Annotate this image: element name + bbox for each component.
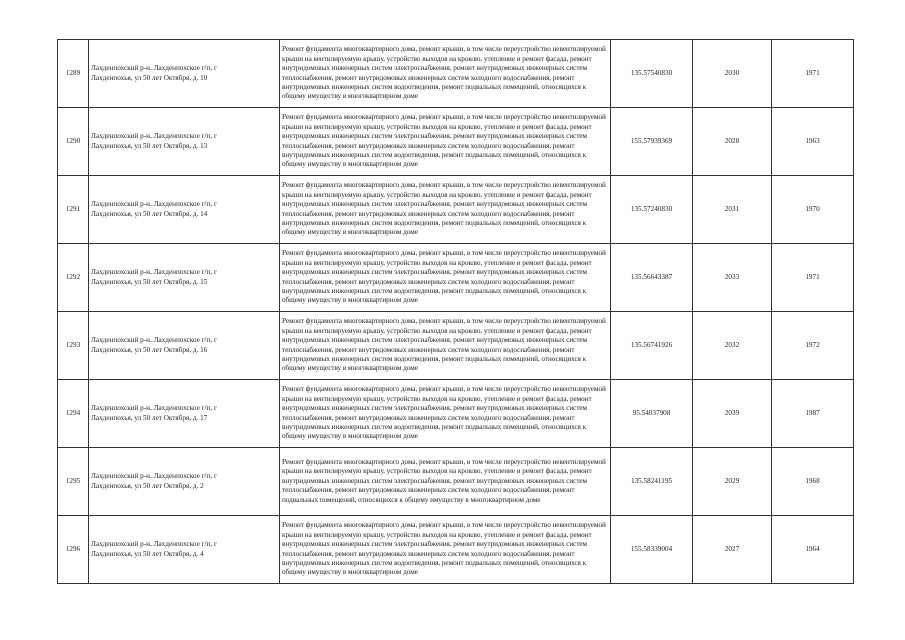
row-number: 1291 — [58, 176, 89, 244]
table-row — [58, 516, 854, 584]
address-line-2: Лахденпохья, ул 50 лет Октября, д. 2 — [91, 481, 204, 490]
works-description: Ремонт фундамента многоквартирного дома, ремонт крыши, в том числе переустройство невентилируемой крыши на вентилируемую крышу, устройство выходов на кровлю, утепление и ремонт фасада, ремонт внутридомовых инженерных систем электроснабжения, ремонт внутридомовых инженерных систем теплоснабжения, ремонт внутридомовых инженерных систем холодного водоснабжения, ремонт внутридомовых инженерных систем водоотведения, ремонт подвальных помещений, относящихся к общему имуществу в многоквартирном доме — [280, 380, 611, 448]
table-row — [58, 380, 854, 448]
row-number: 1289 — [58, 40, 89, 108]
planned-year: 2029 — [693, 448, 772, 516]
row-number: 1296 — [58, 516, 89, 584]
planned-year: 2032 — [693, 312, 772, 380]
table-row — [58, 312, 854, 380]
planned-year: 2028 — [693, 108, 772, 176]
row-number: 1290 — [58, 108, 89, 176]
planned-year: 2031 — [693, 176, 772, 244]
address-cell — [89, 448, 280, 516]
address-line-1: Лахденпохский р-н, Лахденпохское г/п, г — [91, 268, 217, 277]
address-cell — [89, 516, 280, 584]
table-row — [58, 108, 854, 176]
address-cell — [89, 108, 280, 176]
table-row — [58, 176, 854, 244]
works-description: Ремонт фундамента многоквартирного дома, ремонт крыши, в том числе переустройство невентилируемой крыши на вентилируемую крышу, устройство выходов на кровлю, утепление и ремонт фасада, ремонт внутридомовых инженерных систем электроснабжения, ремонт внутридомовых инженерных систем теплоснабжения, ремонт внутридомовых инженерных систем холодного водоснабжения, ремонт внутридомовых инженерных систем водоотведения, ремонт подвальных помещений, относящихся к общему имуществу в многоквартирном доме — [280, 176, 611, 244]
year-built: 1970 — [772, 176, 854, 244]
cost-value: 135.57240830 — [611, 176, 693, 244]
works-description: Ремонт фундамента многоквартирного дома, ремонт крыши, в том числе переустройство невентилируемой крыши на вентилируемую крышу, устройство выходов на кровлю, утепление и ремонт фасада, ремонт внутридомовых инженерных систем электроснабжения, ремонт внутридомовых инженерных систем теплоснабжения, ремонт внутридомовых инженерных систем холодного водоснабжения, ремонт внутридомовых инженерных систем водоотведения, ремонт подвальных помещений, относящихся к общему имуществу в многоквартирном доме — [280, 108, 611, 176]
registry-table-body — [58, 40, 854, 584]
works-description: Ремонт фундамента многоквартирного дома, ремонт крыши, в том числе переустройство невентилируемой крыши на вентилируемую крышу, устройство выходов на кровлю, утепление и ремонт фасада, ремонт внутридомовых инженерных систем электроснабжения, ремонт внутридомовых инженерных систем теплоснабжения, ремонт внутридомовых инженерных систем холодного водоснабжения, ремонт внутридомовых инженерных систем водоотведения, ремонт подвальных помещений, относящихся к общему имуществу в многоквартирном доме — [280, 244, 611, 312]
address-line-1: Лахденпохский р-н, Лахденпохское г/п, г — [91, 200, 217, 209]
works-description: Ремонт фундамента многоквартирного дома, ремонт крыши, в том числе переустройство невентилируемой крыши на вентилируемую крышу, устройство выходов на кровлю, утепление и ремонт фасада, ремонт внутридомовых инженерных систем электроснабжения, ремонт внутридомовых инженерных систем теплоснабжения, ремонт внутридомовых инженерных систем холодного водоснабжения, ремонт внутридомовых инженерных систем водоотведения, ремонт подвальных помещений, относящихся к общему имуществу в многоквартирном доме — [280, 516, 611, 584]
works-description: Ремонт фундамента многоквартирного дома, ремонт крыши, в том числе переустройство невентилируемой крыши на вентилируемую крышу, устройство выходов на кровлю, утепление и ремонт фасада, ремонт внутридомовых инженерных систем электроснабжения, ремонт внутридомовых инженерных систем теплоснабжения, ремонт внутридомовых инженерных систем холодного водоснабжения, ремонт внутридомовых инженерных систем водоотведения, ремонт подвальных помещений, относящихся к общему имуществу в многоквартирном доме — [280, 40, 611, 108]
address-line-2: Лахденпохья, ул 50 лет Октября, д. 14 — [91, 209, 208, 218]
row-number: 1292 — [58, 244, 89, 312]
address-cell — [89, 312, 280, 380]
table-row — [58, 40, 854, 108]
address-line-2: Лахденпохья, ул 50 лет Октября, д. 16 — [91, 345, 208, 354]
year-built: 1964 — [772, 516, 854, 584]
cost-value: 155.57939369 — [611, 108, 693, 176]
planned-year: 2030 — [693, 40, 772, 108]
address-cell — [89, 380, 280, 448]
address-line-1: Лахденпохский р-н, Лахденпохское г/п, г — [91, 540, 217, 549]
year-built: 1963 — [772, 108, 854, 176]
address-line-2: Лахденпохья, ул 50 лет Октября, д. 4 — [91, 549, 204, 558]
address-cell — [89, 176, 280, 244]
cost-value: 135.56741926 — [611, 312, 693, 380]
row-number: 1293 — [58, 312, 89, 380]
table-row — [58, 448, 854, 516]
address-cell — [89, 244, 280, 312]
registry-table — [57, 39, 854, 584]
row-number: 1294 — [58, 380, 89, 448]
address-line-1: Лахденпохский р-н, Лахденпохское г/п, г — [91, 336, 217, 345]
year-built: 1972 — [772, 312, 854, 380]
year-built: 1971 — [772, 244, 854, 312]
address-line-1: Лахденпохский р-н, Лахденпохское г/п, г — [91, 472, 217, 481]
address-line-2: Лахденпохья, ул 50 лет Октября, д. 15 — [91, 277, 208, 286]
planned-year: 2027 — [693, 516, 772, 584]
planned-year: 2033 — [693, 244, 772, 312]
cost-value: 135.58241195 — [611, 448, 693, 516]
row-number: 1295 — [58, 448, 89, 516]
address-line-2: Лахденпохья, ул 50 лет Октября, д. 10 — [91, 73, 208, 82]
cost-value: 135.56643387 — [611, 244, 693, 312]
works-description: Ремонт фундамента многоквартирного дома, ремонт крыши, в том числе переустройство невентилируемой крыши на вентилируемую крышу, устройство выходов на кровлю, утепление и ремонт фасада, ремонт внутридомовых инженерных систем электроснабжения, ремонт внутридомовых инженерных систем теплоснабжения, ремонт внутридомовых инженерных систем холодного водоснабжения, ремонт подвальных помещений, относящихся к общему имуществу в многоквартирном доме — [280, 448, 611, 516]
table-row — [58, 244, 854, 312]
cost-value: 155.58339004 — [611, 516, 693, 584]
address-line-1: Лахденпохский р-н, Лахденпохское г/п, г — [91, 132, 217, 141]
year-built: 1968 — [772, 448, 854, 516]
cost-value: 95.54037908 — [611, 380, 693, 448]
works-description: Ремонт фундамента многоквартирного дома, ремонт крыши, в том числе переустройство невентилируемой крыши на вентилируемую крышу, устройство выходов на кровлю, утепление и ремонт фасада, ремонт внутридомовых инженерных систем электроснабжения, ремонт внутридомовых инженерных систем теплоснабжения, ремонт внутридомовых инженерных систем холодного водоснабжения, ремонт внутридомовых инженерных систем водоотведения, ремонт подвальных помещений, относящихся к общему имуществу в многоквартирном доме — [280, 312, 611, 380]
address-cell — [89, 40, 280, 108]
address-line-2: Лахденпохья, ул 50 лет Октября, д. 13 — [91, 141, 208, 150]
address-line-1: Лахденпохский р-н, Лахденпохское г/п, г — [91, 404, 217, 413]
year-built: 1971 — [772, 40, 854, 108]
cost-value: 135.57540830 — [611, 40, 693, 108]
year-built: 1987 — [772, 380, 854, 448]
planned-year: 2039 — [693, 380, 772, 448]
address-line-2: Лахденпохья, ул 50 лет Октября, д. 17 — [91, 413, 208, 422]
address-line-1: Лахденпохский р-н, Лахденпохское г/п, г — [91, 64, 217, 73]
